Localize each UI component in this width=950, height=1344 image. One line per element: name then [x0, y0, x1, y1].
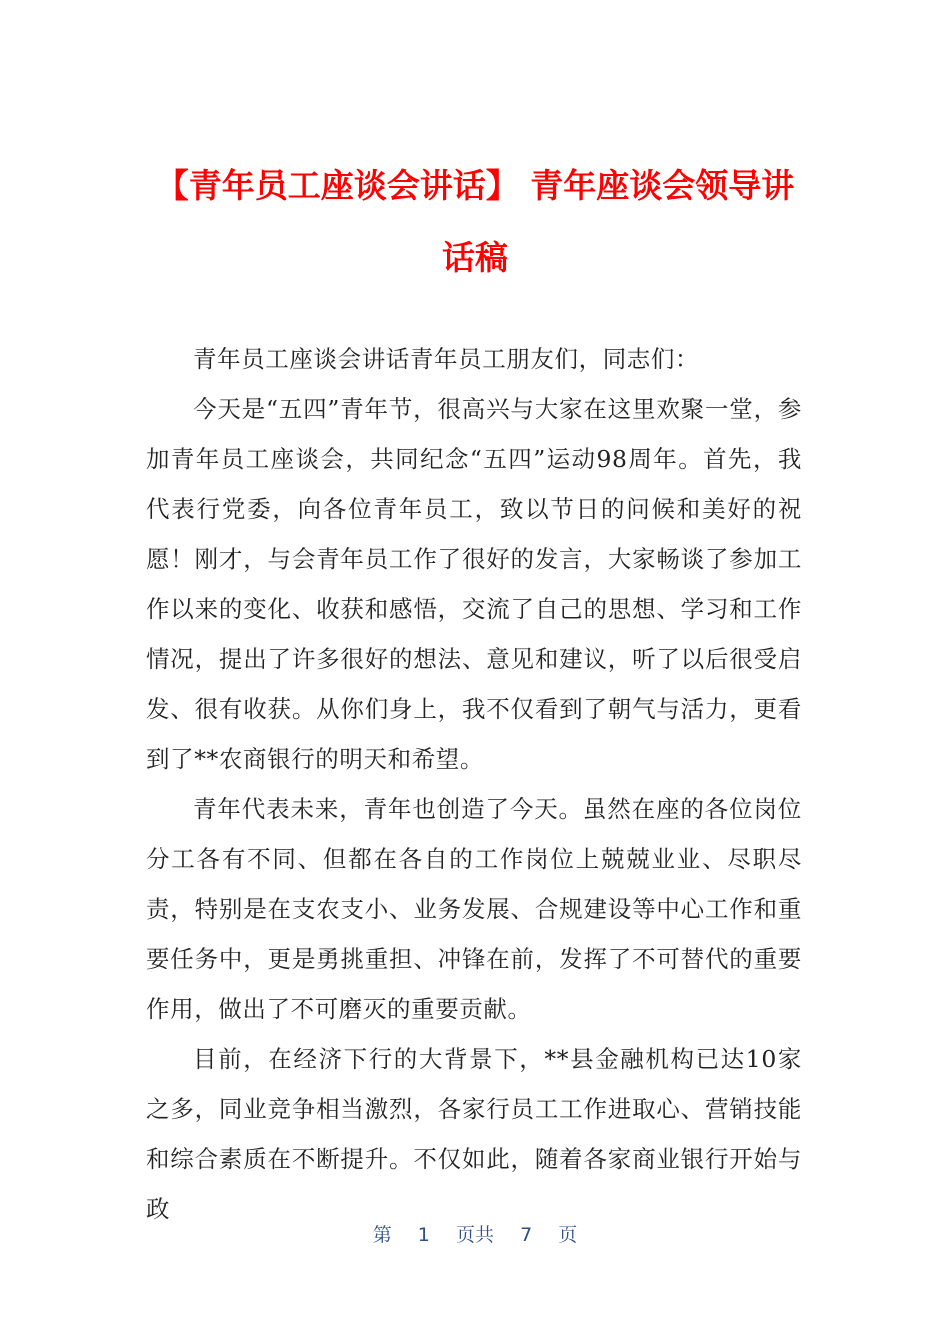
total-pages-number: 7 [520, 1224, 533, 1246]
paragraph-2: 今天是“五四”青年节，很高兴与大家在这里欢聚一堂，参加青年员工座谈会，共同纪念“五四”运动98周年。首先，我代表行党委，向各位青年员工，致以节日的问候和美好的祝愿！刚才，与会青年员工作了很好的发言，大家畅谈了参加工作以来的变化、收获和感悟，交流了自己的思想、学习和工作情况，提出了许多很好的想法、意见和建议，听了以后很受启发、很有收获。从你们身上，我不仅看到了朝气与活力，更看到了**农商银行的明天和希望。 [146, 395, 802, 773]
document-title [110, 150, 840, 294]
current-page-number: 1 [417, 1224, 430, 1246]
paragraph-3: 青年代表未来，青年也创造了今天。虽然在座的各位岗位分工各有不同、但都在各自的工作岗位上兢兢业业、尽职尽责，特别是在支农支小、业务发展、合规建设等中心工作和重要任务中，更是勇挑重担、冲锋在前，发挥了不可替代的重要作用，做出了不可磨灭的重要贡献。 [146, 795, 802, 1023]
title-line-1: 【青年员工座谈会讲话】 青年座谈会领导讲 [155, 166, 795, 206]
title-line-2: 话稿 [442, 238, 508, 278]
page-footer [0, 1220, 950, 1247]
page-label-suffix: 页 [558, 1224, 578, 1246]
page-label-mid: 页共 [455, 1224, 494, 1246]
page-label-prefix: 第 [372, 1224, 392, 1246]
paragraph-1: 青年员工座谈会讲话青年员工朋友们，同志们： [193, 345, 700, 373]
paragraph-4: 目前，在经济下行的大背景下，**县金融机构已达10家之多，同业竞争相当激烈，各家行员工工作进取心、营销技能和综合素质在不断提升。不仅如此，随着各家商业银行开始与政 [146, 1045, 802, 1223]
document-body [146, 334, 802, 1234]
